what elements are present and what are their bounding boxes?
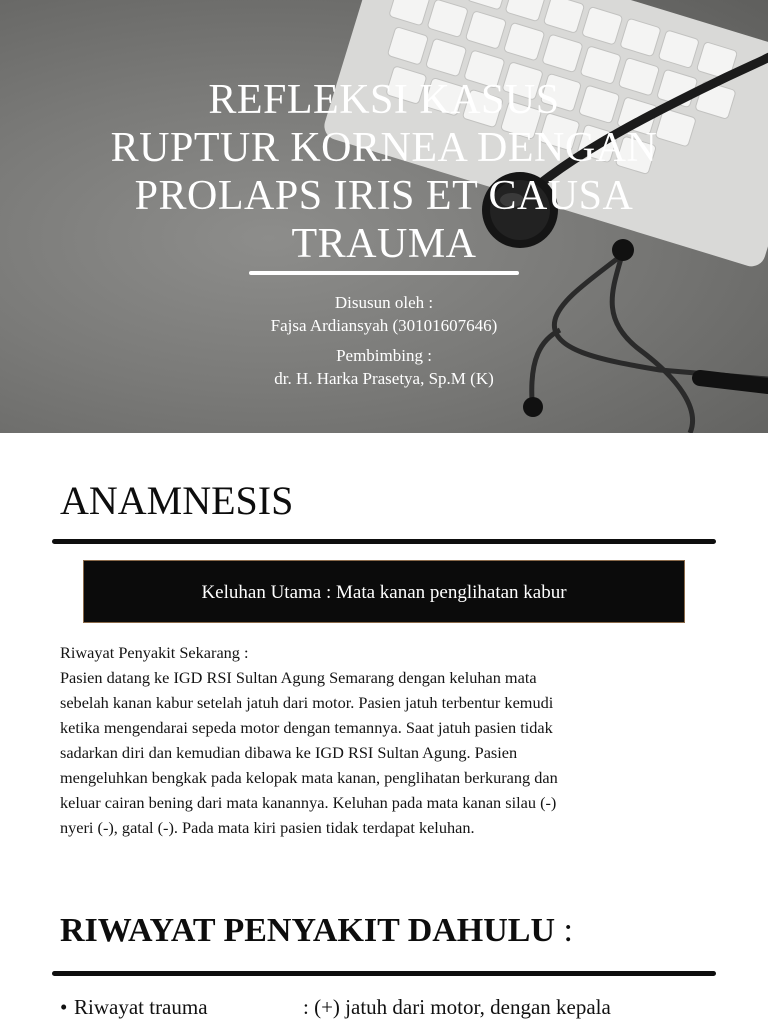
bullet-icon: • [60, 995, 68, 1019]
current-history-line: keluar cairan bening dari mata kanannya. Keluhan pada mata kanan silau (-) [60, 793, 557, 812]
current-history-label: Riwayat Penyakit Sekarang : [60, 643, 249, 662]
chief-complaint-box: Keluhan Utama : Mata kanan penglihatan kabur [83, 560, 685, 623]
past-history-heading [60, 908, 573, 954]
supervisor-label: Pembimbing : [336, 346, 432, 365]
current-history-line: Pasien datang ke IGD RSI Sultan Agung Semarang dengan keluhan mata [60, 668, 537, 687]
current-history-line: sebelah kanan kabur setelah jatuh dari motor. Pasien jatuh terbentur kemudi [60, 693, 554, 712]
past-history-divider [52, 971, 716, 976]
title-underline [249, 271, 519, 275]
past-history-colon: : [563, 912, 573, 949]
current-history-line: sadarkan diri dan kemudian dibawa ke IGD RSI Sultan Agung. Pasien [60, 743, 518, 762]
cover-slide [0, 0, 768, 433]
heading-divider [52, 539, 716, 544]
author-name: Fajsa Ardiansyah (30101607646) [270, 316, 498, 335]
current-history-line: nyeri (-), gatal (-). Pada mata kiri pasien tidak terdapat keluhan. [60, 818, 475, 837]
compiled-by-label: Disusun oleh : [334, 293, 434, 312]
past-history-item-value: : (+) jatuh dari motor, dengan kepala [303, 995, 611, 1019]
past-history-title: RIWAYAT PENYAKIT DAHULU [60, 912, 556, 949]
past-history-item-label: Riwayat trauma [74, 995, 208, 1019]
current-history-line: ketika mengendarai sepeda motor dengan temannya. Saat jatuh pasien tidak [60, 718, 553, 737]
cover-title: REFLEKSI KASUS RUPTUR KORNEA DENGAN PROLAPS IRIS ET CAUSA TRAUMA [110, 77, 658, 267]
current-history-line: mengeluhkan bengkak pada kelopak mata kanan, penglihatan berkurang dan [60, 768, 558, 787]
anamnesis-heading: ANAMNESIS [60, 478, 294, 523]
current-history-section [60, 640, 710, 840]
supervisor-name: dr. H. Harka Prasetya, Sp.M (K) [274, 369, 494, 388]
